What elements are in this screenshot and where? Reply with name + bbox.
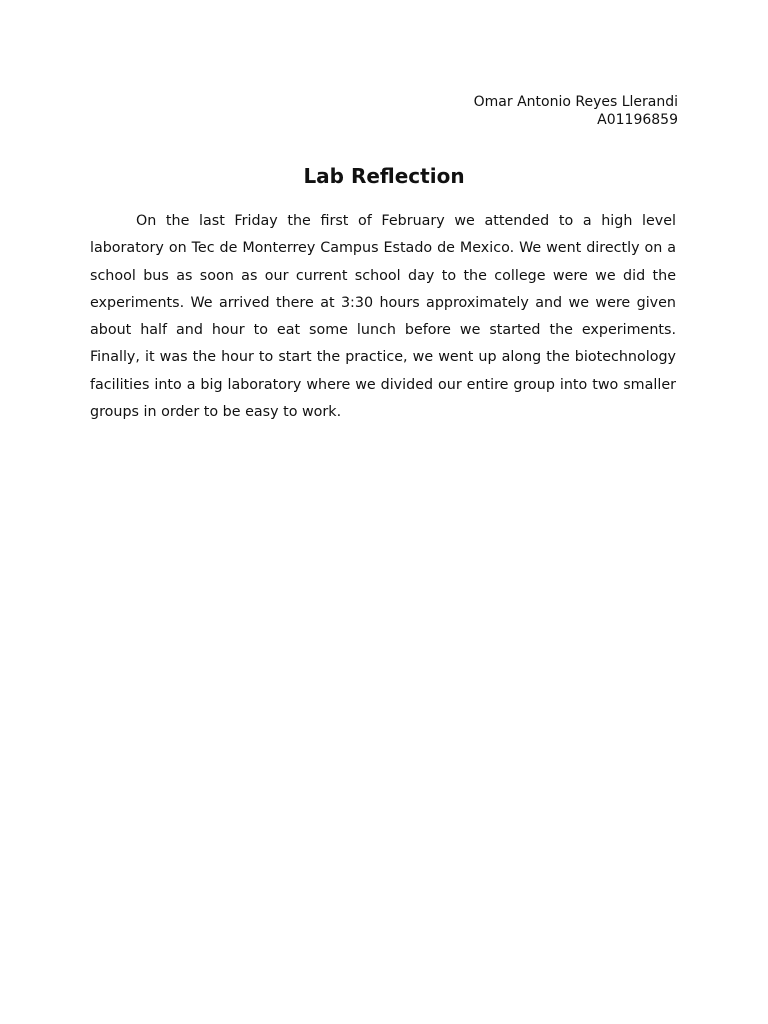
student-id: A01196859 xyxy=(597,112,678,128)
author-block xyxy=(474,93,678,129)
body-paragraph: On the last Friday the first of February we attended to a high level laboratory on Tec de Monterrey Campus Estado de Mexico. We went directly on a school bus as soon as our current school day to the college were we did the experiments. We arrived there at 3:30 hours approximately and we were given about half and hour to eat some lunch before we started the experiments. Finally, it was the hour to start the practice, we went up along the biotechnology facilities into a big laboratory where we divided our entire group into two smaller groups in order to be easy to work. xyxy=(90,213,676,421)
page-title: Lab Reflection xyxy=(303,164,465,188)
author-name: Omar Antonio Reyes Llerandi xyxy=(473,94,678,110)
